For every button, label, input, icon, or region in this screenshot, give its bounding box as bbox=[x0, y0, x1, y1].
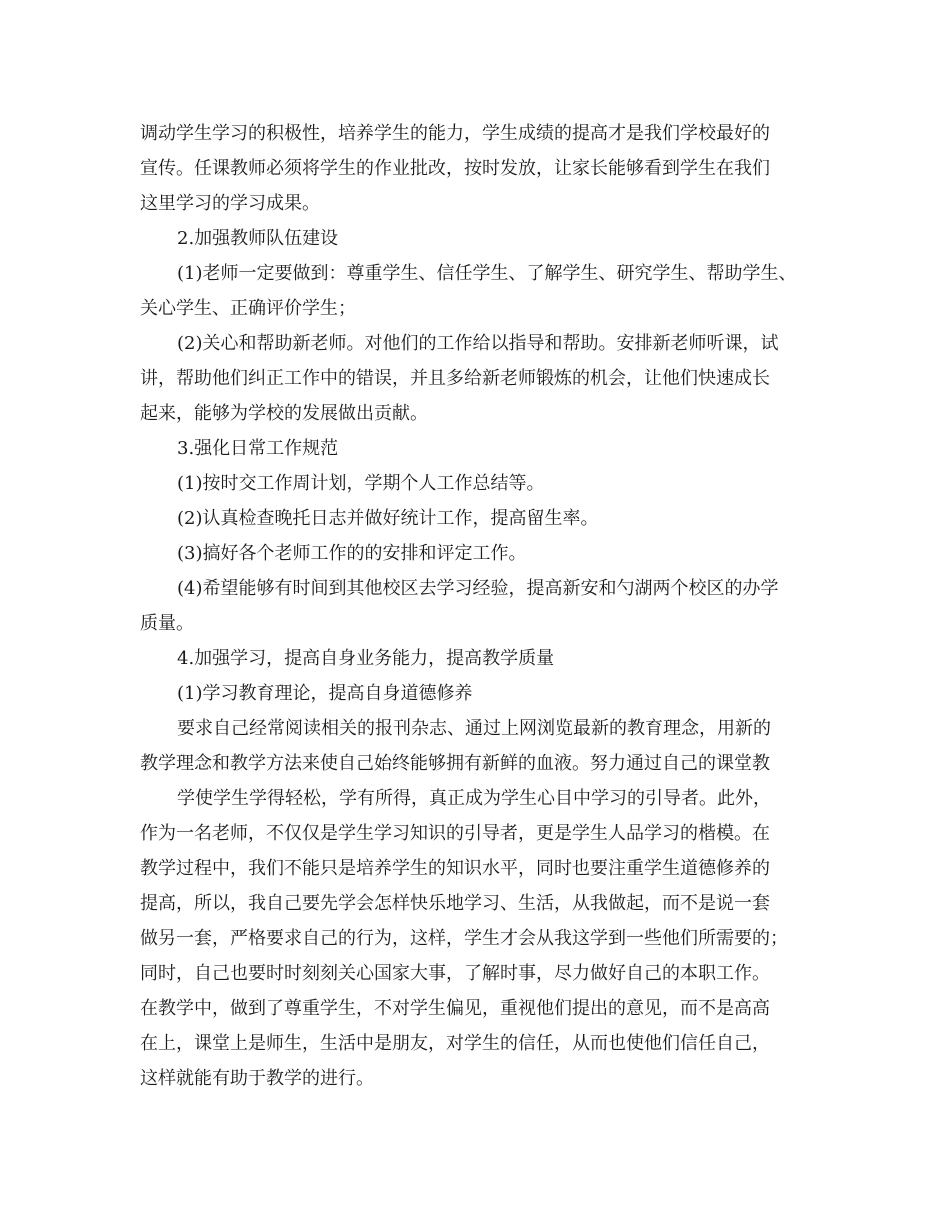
text-line: 教学过程中，我们不能只是培养学生的知识水平，同时也要注重学生道德修养的 bbox=[140, 858, 770, 879]
text-line: 调动学生学习的积极性，培养学生的能力，学生成绩的提高才是我们学校最好的 bbox=[140, 123, 770, 144]
text-line: 关心学生、正确评价学生； bbox=[140, 298, 356, 319]
text-line: 学使学生学得轻松，学有所得，真正成为学生心目中学习的引导者。此外， bbox=[177, 788, 771, 809]
text-line: (1)老师一定要做到：尊重学生、信任学生、了解学生、研究学生、帮助学生、 bbox=[177, 263, 797, 284]
text-line: 在教学中，做到了尊重学生，不对学生偏见，重视他们提出的意见，而不是高高 bbox=[140, 998, 770, 1019]
text-line: 讲，帮助他们纠正工作中的错误，并且多给新老师锻炼的机会，让他们快速成长 bbox=[140, 368, 770, 389]
text-line: (1)学习教育理论，提高自身道德修养 bbox=[177, 683, 473, 704]
text-line: (2)关心和帮助新老师。对他们的工作给以指导和帮助。安排新老师听课，试 bbox=[177, 333, 779, 354]
text-line: 这里学习的学习成果。 bbox=[140, 193, 320, 214]
section-heading: 2.加强教师队伍建设 bbox=[177, 228, 339, 249]
text-line: 做另一套，严格要求自己的行为，这样，学生才会从我这学到一些他们所需要的； bbox=[140, 928, 788, 949]
text-line: 在上，课堂上是师生，生活中是朋友，对学生的信任，从而也使他们信任自己， bbox=[140, 1033, 770, 1054]
text-line: 这样就能有助于教学的进行。 bbox=[140, 1068, 374, 1089]
text-line: 同时，自己也要时时刻刻关心国家大事，了解时事，尽力做好自己的本职工作。 bbox=[140, 963, 770, 984]
text-line: 宣传。任课教师必须将学生的作业批改，按时发放，让家长能够看到学生在我们 bbox=[140, 158, 770, 179]
text-line: (1)按时交工作周计划，学期个人工作总结等。 bbox=[177, 473, 545, 494]
text-line: 提高，所以，我自己要先学会怎样快乐地学习、生活，从我做起，而不是说一套 bbox=[140, 893, 770, 914]
text-line: 要求自己经常阅读相关的报刊杂志、通过上网浏览最新的教育理念，用新的 bbox=[177, 718, 771, 739]
text-line: (3)搞好各个老师工作的的安排和评定工作。 bbox=[177, 543, 527, 564]
text-line: (4)希望能够有时间到其他校区去学习经验，提高新安和勺湖两个校区的办学 bbox=[177, 578, 779, 599]
text-line: 教学理念和教学方法来使自己始终能够拥有新鲜的血液。努力通过自己的课堂教 bbox=[140, 753, 770, 774]
text-line: (2)认真检查晚托日志并做好统计工作，提高留生率。 bbox=[177, 508, 599, 529]
section-heading: 4.加强学习，提高自身业务能力，提高教学质量 bbox=[177, 648, 555, 669]
text-line: 起来，能够为学校的发展做出贡献。 bbox=[140, 403, 428, 424]
section-heading: 3.强化日常工作规范 bbox=[177, 438, 339, 459]
text-line: 作为一名老师，不仅仅是学生学习知识的引导者，更是学生人品学习的楷模。在 bbox=[140, 823, 770, 844]
text-line: 质量。 bbox=[140, 613, 194, 634]
